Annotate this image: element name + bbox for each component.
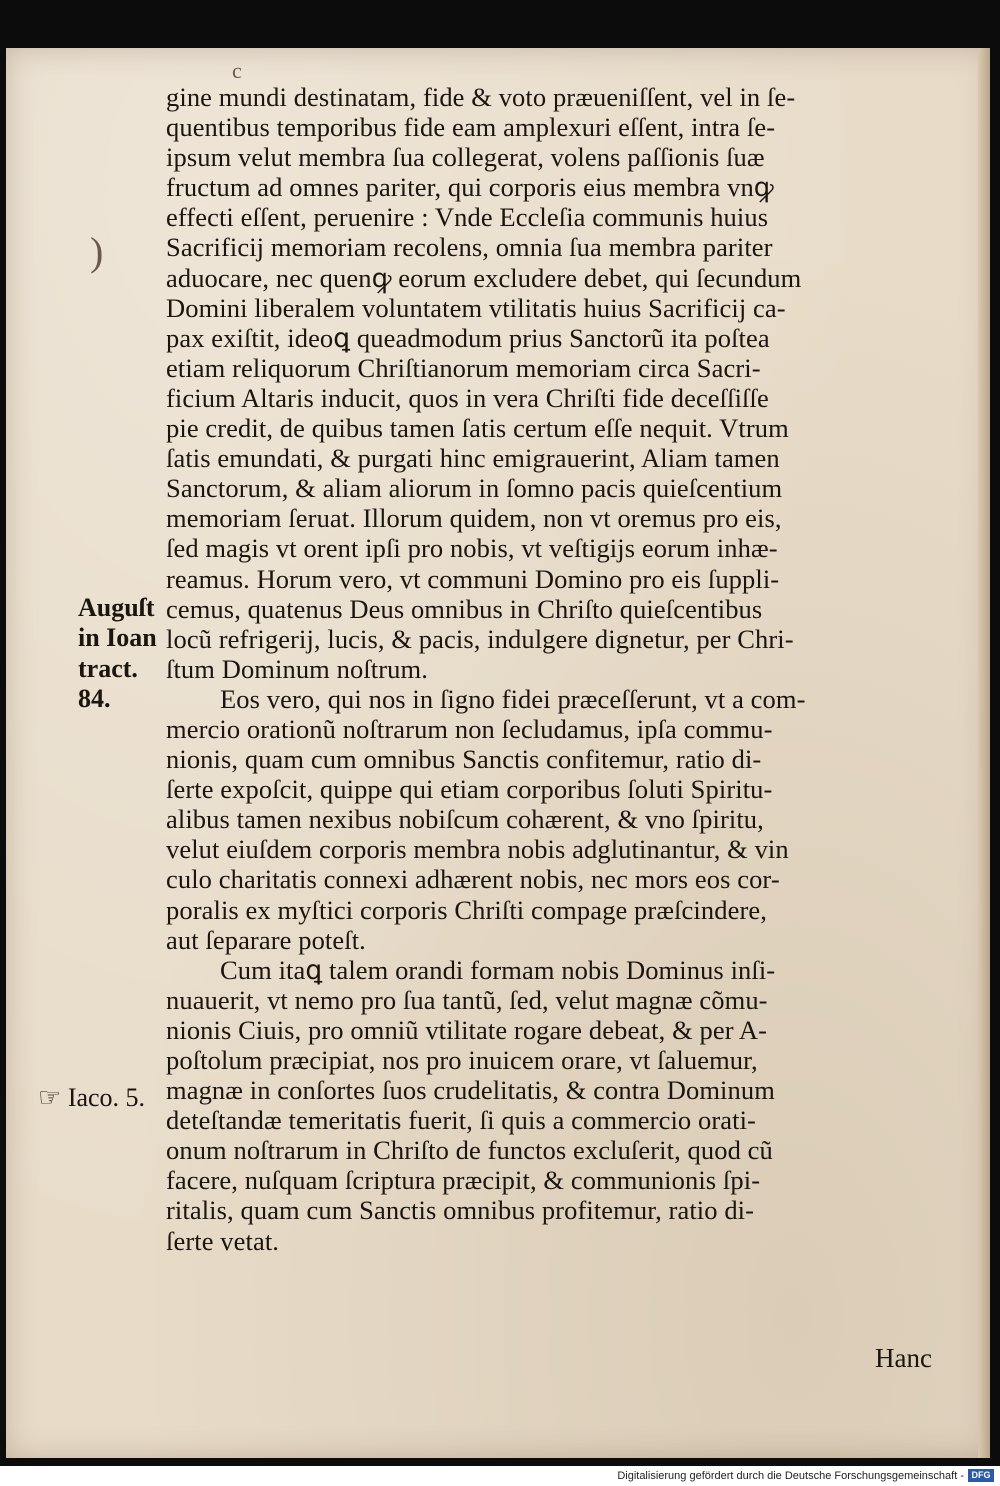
margin-bracket: ) <box>90 229 104 274</box>
marginal-note-iaco <box>38 1083 145 1113</box>
text-line: memoriam ſeruat. Illorum quidem, non vt oremus pro eis, <box>166 503 782 534</box>
text-line: velut eiuſdem corporis membra nobis adglutinantur, & vin <box>166 834 789 865</box>
text-line: aut ſeparare poteſt. <box>166 924 366 955</box>
marginal-note-august <box>78 593 157 715</box>
text-line: ſtum Dominum noſtrum. <box>166 653 428 684</box>
dfg-logo-icon: DFG <box>968 1469 994 1482</box>
text-line: nionis Ciuis, pro omniũ vtilitate rogare debeat, & per A- <box>166 1014 768 1045</box>
marginal-line <box>38 1083 145 1113</box>
text-line: Domini liberalem voluntatem vtilitatis huius Sacrificij ca- <box>166 292 786 323</box>
text-line: magnæ in conſortes ſuos crudelitatis, & contra Dominum <box>166 1075 775 1106</box>
text-line: Sanctorum, & aliam aliorum in ſomno pacis quieſcentium <box>166 473 783 504</box>
pointing-hand-icon: ☞ <box>38 1083 68 1112</box>
text-line: effecti eſſent, peruenire : Vnde Eccleſia communis huius <box>166 202 769 233</box>
marginal-line: in Ioan <box>78 623 157 653</box>
text-line: gine mundi destinatam, fide & voto præueniſſent, vel in ſe- <box>166 82 796 112</box>
footer-bar <box>0 1466 1000 1486</box>
marginal-line: tract. <box>78 653 138 683</box>
text-line: Eos vero, qui nos in ſigno fidei præceſſerunt, vt a com- <box>220 683 806 714</box>
text-line: ſatis emundati, & purgati hinc emigrauerint, Aliam tamen <box>166 443 780 474</box>
text-line: culo charitatis connexi adhærent nobis, nec mors eos cor- <box>166 864 780 895</box>
text-line: etiam reliquorum Chriſtianorum memoriam circa Sacri- <box>166 352 761 383</box>
text-line: pax exiſtit, ideoꝗ queadmodum prius Sanctorũ ita poſtea <box>166 322 770 353</box>
text-line: deteſtandæ temeritatis fuerit, ſi quis a commercio orati- <box>166 1105 756 1136</box>
text-line: locũ refrigerij, lucis, & pacis, indulgere dignetur, per Chri- <box>166 623 794 654</box>
text-line: quentibus temporibus fide eam amplexuri eſſent, intra ſe- <box>166 112 776 143</box>
text-line: Sacrificij memoriam recolens, omnia ſua membra pariter <box>166 232 773 263</box>
text-line: Cum itaꝗ talem orandi formam nobis Dominus inſi- <box>220 954 776 985</box>
text-line: alibus tamen nexibus nobiſcum cohærent, & vno ſpiritu, <box>166 804 764 835</box>
text-line: poſtolum præcipiat, nos pro inuicem orare, vt ſaluemur, <box>166 1045 758 1075</box>
text-line: facere, nuſquam ſcriptura præcipit, & communionis ſpi- <box>166 1165 761 1196</box>
catchword: Hanc <box>875 1343 932 1373</box>
footer-credit: Digitalisierung gefördert durch die Deutsche Forschungsgemeinschaft - <box>617 1470 964 1482</box>
marginal-ref: Iaco. 5. <box>67 1083 146 1112</box>
marginal-line: Auguſt <box>78 593 155 622</box>
text-line: nuauerit, vt nemo pro ſua tantũ, ſed, velut magnæ cõmu- <box>166 984 768 1015</box>
text-line: ſed magis vt orent ipſi pro nobis, vt veſtigijs eorum inhæ- <box>166 533 778 564</box>
text-line: pie credit, de quibus tamen ſatis certum eſſe nequit. Vtrum <box>166 413 789 444</box>
text-line: aduocare, nec quenꝙ eorum excludere debet, qui ſecundum <box>166 262 802 293</box>
ink-speck: c <box>232 58 242 83</box>
text-line: cemus, quatenus Deus omnibus in Chriſto quieſcentibus <box>166 593 763 624</box>
text-line: poralis ex myſtici corporis Chriſti compage præſcindere, <box>166 894 767 925</box>
text-line: onum noſtrarum in Chriſto de functos excluſerit, quod cũ <box>166 1135 773 1166</box>
text-line: ipsum velut membra ſua collegerat, volens paſſionis ſuæ <box>166 142 765 173</box>
page-edge <box>978 48 990 1458</box>
text-line: ficium Altaris inducit, quos in vera Chriſti fide deceſſiſſe <box>166 382 769 413</box>
marginal-line: 84. <box>78 684 111 714</box>
text-line: ſerte vetat. <box>166 1225 280 1256</box>
text-line: mercio orationũ noſtrarum non ſecludamus, ipſa commu- <box>166 713 773 744</box>
text-line: ſerte expoſcit, quippe qui etiam corporibus ſoluti Spiritu- <box>166 774 773 805</box>
text-line: ritalis, quam cum Sanctis omnibus profitemur, ratio di- <box>166 1195 755 1226</box>
text-line: fructum ad omnes pariter, qui corporis eius membra vnꝙ <box>166 172 774 203</box>
body-text <box>166 82 930 1256</box>
text-line: nionis, quam cum omnibus Sanctis confitemur, ratio di- <box>166 744 762 775</box>
text-line: reamus. Horum vero, vt communi Domino pro eis ſuppli- <box>166 563 780 594</box>
